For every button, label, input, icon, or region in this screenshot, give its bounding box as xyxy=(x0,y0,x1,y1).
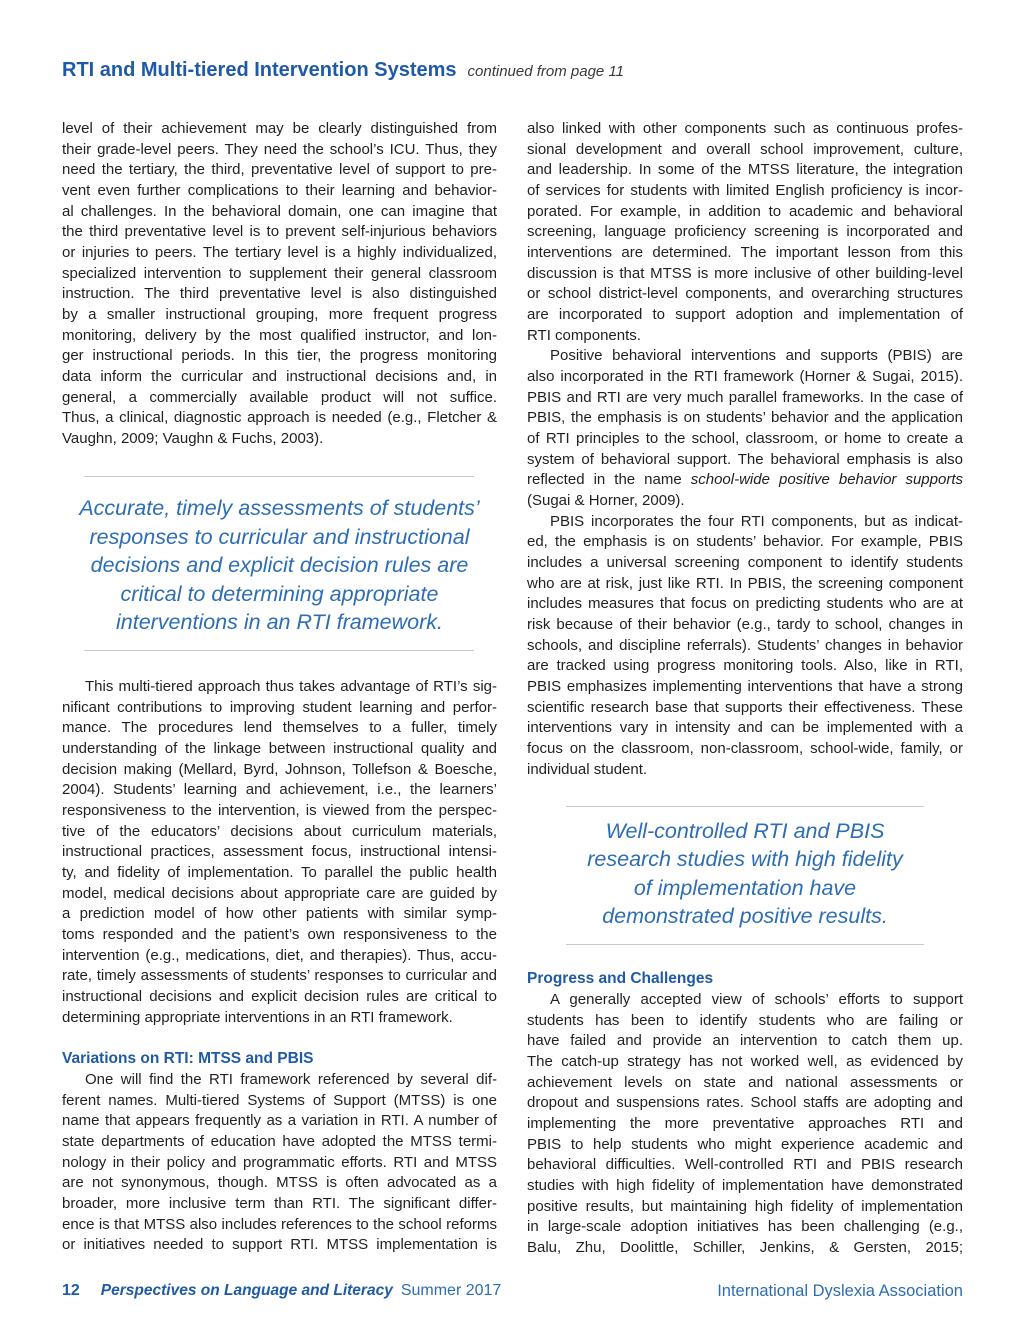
body-line: intervention (e.g., medications, diet, and therapies). Thus, accu- xyxy=(62,946,497,964)
body-line: achievement levels on state and national assessments or xyxy=(527,1073,963,1091)
body-line: ger instructional periods. In this tier, the progress monitoring xyxy=(62,347,497,365)
body-line: ence is that MTSS also includes references to the school reforms xyxy=(62,1215,497,1233)
footer-left xyxy=(62,1281,501,1301)
running-header xyxy=(62,58,624,84)
body-line: or school district-level components, and overarching structures xyxy=(527,285,963,303)
body-line: their grade-level peers. They need the school’s ICU. Thus, they xyxy=(62,140,497,158)
body-line: instruction. The third preventative level is also distinguished xyxy=(62,285,497,303)
body-line: the third preventative level is to prevent self-injurious behaviors xyxy=(62,223,497,241)
right-column-text xyxy=(527,119,963,781)
body-line: The catch-up strategy has not worked well, as evidenced by xyxy=(527,1053,963,1071)
body-line: sional development and overall school improvement, culture, xyxy=(527,140,963,158)
body-line: of RTI principles to the school, classroom, or home to create a xyxy=(527,430,963,448)
body-line: A generally accepted view of schools’ efforts to support xyxy=(550,991,963,1008)
body-line: of services for students with limited English proficiency is incor- xyxy=(527,182,963,200)
section-heading: Progress and Challenges xyxy=(527,970,714,987)
body-line: in large-scale adoption initiatives has been challenging (e.g., xyxy=(527,1218,963,1236)
body-line: understanding of the linkage between instructional quality and xyxy=(62,740,497,758)
body-line: tive of the educators’ decisions about curriculum materials, xyxy=(62,822,497,840)
body-line: or initiatives needed to support RTI. MTSS implementation is xyxy=(62,1236,497,1254)
body-line: also incorporated in the RTI framework (Horner & Sugai, 2015). xyxy=(527,368,963,386)
body-line: 2004). Students’ learning and achievement, i.e., the learners’ xyxy=(62,781,497,799)
pull-quote-line: critical to determining appropriate xyxy=(120,581,439,606)
body-line: discussion is that MTSS is more inclusive of other building-level xyxy=(527,264,963,282)
body-line: behavioral difficulties. Well-controlled RTI and PBIS research xyxy=(527,1156,963,1174)
paragraph xyxy=(527,512,963,781)
page-number: 12 xyxy=(62,1282,80,1299)
body-line: PBIS and RTI are very much parallel frameworks. In the case of xyxy=(527,388,963,406)
body-line: Vaughn, 2009; Vaughn & Fuchs, 2003). xyxy=(62,430,324,448)
pull-quote xyxy=(62,494,497,637)
section-heading: Variations on RTI: MTSS and PBIS xyxy=(62,1050,314,1067)
body-line: decision making (Mellard, Byrd, Johnson, Tollefson & Boesche, xyxy=(62,760,497,778)
body-line: positive results, but maintaining high fidelity of implementation xyxy=(527,1197,963,1215)
body-line: screening, language proficiency screening is incorporated and xyxy=(527,223,963,241)
pull-quote-line: decisions and explicit decision rules are xyxy=(90,553,469,577)
paragraph xyxy=(62,677,497,1028)
body-line: interventions are determined. The important lesson from this xyxy=(527,244,963,262)
body-line: toms responded and the patient’s own responsiveness to the xyxy=(62,926,497,944)
body-line: are incorporated to support adoption and implementation of xyxy=(527,306,963,324)
body-line: broader, more inclusive term than RTI. The significant differ- xyxy=(62,1195,497,1213)
body-line: studies with high fidelity of implementation have demonstrated xyxy=(527,1177,963,1195)
body-line: PBIS emphasizes implementing interventions that have a strong xyxy=(527,678,963,696)
body-line: RTI components. xyxy=(527,326,641,344)
body-line: are not synonymous, though. MTSS is often advocated as a xyxy=(62,1174,497,1192)
body-line: or injuries to peers. The tertiary level is a highly individualized, xyxy=(62,244,497,262)
body-line: porated. For example, in addition to academic and behavioral xyxy=(527,202,963,220)
paragraph xyxy=(527,990,963,1259)
pull-quote-line: demonstrated positive results. xyxy=(602,903,888,928)
body-line: Thus, a clinical, diagnostic approach is needed (e.g., Fletcher & xyxy=(62,409,497,427)
paragraph xyxy=(62,1070,497,1256)
body-line: Positive behavioral interventions and supports (PBIS) are xyxy=(550,347,963,365)
issue-date: Summer 2017 xyxy=(400,1282,502,1299)
paragraph xyxy=(62,119,497,450)
body-line: state departments of education have adopted the MTSS termi- xyxy=(62,1133,497,1151)
pull-quote-line: Well-controlled RTI and PBIS xyxy=(605,819,885,843)
body-line: ferent names. Multi-tiered Systems of Support (MTSS) is one xyxy=(62,1091,497,1109)
body-line: have failed and provide an intervention to catch them up. xyxy=(527,1032,963,1050)
body-line: scientific research base that supports their effectiveness. These xyxy=(527,698,963,716)
body-line: schools, and discipline referrals). Students’ changes in behavior xyxy=(527,636,963,654)
body-line: who are at risk, just like RTI. In PBIS, the screening component xyxy=(527,574,963,592)
body-line: individual student. xyxy=(527,760,648,778)
body-line: PBIS to help students who might experience academic and xyxy=(527,1135,963,1153)
body-line: are tracked using progress monitoring tools. Also, like in RTI, xyxy=(527,657,963,675)
body-line: includes measures that focus on predicting students who are at xyxy=(527,595,963,613)
body-line: interventions vary in intensity and can be implemented with a xyxy=(527,719,963,737)
pull-quote-bottom-rule xyxy=(84,650,474,651)
body-line: al challenges. In the behavioral domain, one can imagine that xyxy=(62,202,497,220)
body-line: general, a commercially available product will not suffice. xyxy=(62,388,497,406)
body-line: a prediction model of how other patients with similar symp- xyxy=(62,905,497,923)
body-line: risk because of their behavior (e.g., tardy to school, changes in xyxy=(527,616,963,634)
body-line: also linked with other components such as continuous profes- xyxy=(527,120,963,137)
paragraph xyxy=(527,346,963,511)
body-line: model, medical decisions about appropriate care are guided by xyxy=(62,884,497,902)
body-line: specialized intervention to supplement their general classroom xyxy=(62,264,497,282)
paragraph xyxy=(527,119,963,346)
continued-note: continued from page 11 xyxy=(467,63,625,80)
article-title: RTI and Multi-tiered Intervention Systems xyxy=(62,59,457,81)
body-line: students has been to identify students who are failing or xyxy=(527,1011,963,1029)
body-line: PBIS, the emphasis is on students’ behavior and the application xyxy=(527,409,963,427)
body-line: and leadership. In some of the MTSS literature, the integration xyxy=(527,161,963,179)
body-line: monitoring, delivery by the most qualified instructor, and lon- xyxy=(62,326,497,344)
body-line: implementing the more preventative approaches RTI and xyxy=(527,1115,963,1133)
publication-name: Perspectives on Language and Literacy xyxy=(100,1282,393,1299)
body-line: One will find the RTI framework referenced by several dif- xyxy=(85,1071,497,1088)
body-line: focus on the classroom, non-classroom, school-wide, family, or xyxy=(527,740,963,758)
body-line: level of their achievement may be clearly distinguished from xyxy=(62,120,497,137)
body-line: Balu, Zhu, Doolittle, Schiller, Jenkins, & Gersten, 2015; xyxy=(527,1239,963,1257)
organization-name: International Dyslexia Association xyxy=(717,1282,963,1300)
body-line: ty, and fidelity of implementation. To parallel the public health xyxy=(62,864,497,882)
body-line: dropout and suspensions rates. School staffs are adopting and xyxy=(527,1094,963,1112)
body-line: instructional practices, assessment focus, instructional intensi- xyxy=(62,843,497,861)
pull-quote-line: of implementation have xyxy=(633,875,857,900)
body-line: by a smaller instructional grouping, more frequent progress xyxy=(62,306,497,324)
body-line: system of behavioral support. The behavioral emphasis is also xyxy=(527,450,963,468)
body-line: PBIS incorporates the four RTI components, but as indicat- xyxy=(550,512,963,530)
pull-quote-line: research studies with high fidelity xyxy=(587,847,903,872)
body-line: responsiveness to the intervention, is viewed from the perspec- xyxy=(62,802,497,820)
body-line: mance. The procedures lend themselves to a fuller, timely xyxy=(62,719,497,737)
pull-quote-bottom-rule xyxy=(566,944,924,945)
body-line: nificant contributions to improving student learning and perfor- xyxy=(62,698,497,716)
pull-quote-line: Accurate, timely assessments of students’ xyxy=(79,496,480,520)
body-line: need the tertiary, the third, preventative level of support to pre- xyxy=(62,161,497,179)
body-line: rate, timely assessments of students’ responses to curricular and xyxy=(62,967,497,985)
body-line: (Sugai & Horner, 2009). xyxy=(527,492,685,510)
pull-quote-line: interventions in an RTI framework. xyxy=(115,610,443,634)
body-line: data inform the curricular and instructional decisions and, in xyxy=(62,368,497,386)
body-line xyxy=(527,470,963,491)
body-line: instructional decisions and explicit decision rules are critical to xyxy=(62,988,497,1006)
body-line: determining appropriate interventions in an RTI framework. xyxy=(62,1008,453,1026)
pull-quote-top-rule xyxy=(566,806,924,807)
body-line: ed, the emphasis is on students’ behavior. For example, PBIS xyxy=(527,533,963,551)
italic-phrase: school-wide positive behavior supports xyxy=(690,471,963,489)
body-line: nology in their policy and programmatic efforts. RTI and MTSS xyxy=(62,1153,497,1171)
body-line: name that appears frequently as a variation in RTI. A number of xyxy=(62,1112,497,1130)
pull-quote-line: responses to curricular and instructional xyxy=(89,524,470,549)
body-line: This multi-tiered approach thus takes advantage of RTI’s sig- xyxy=(85,678,497,695)
pull-quote xyxy=(527,817,963,930)
body-line: includes a universal screening component to identify students xyxy=(527,554,963,572)
pull-quote-top-rule xyxy=(84,476,474,477)
body-line: vent even further complications to their learning and behavior- xyxy=(62,182,497,200)
text-run: reflected in the name xyxy=(527,471,691,489)
